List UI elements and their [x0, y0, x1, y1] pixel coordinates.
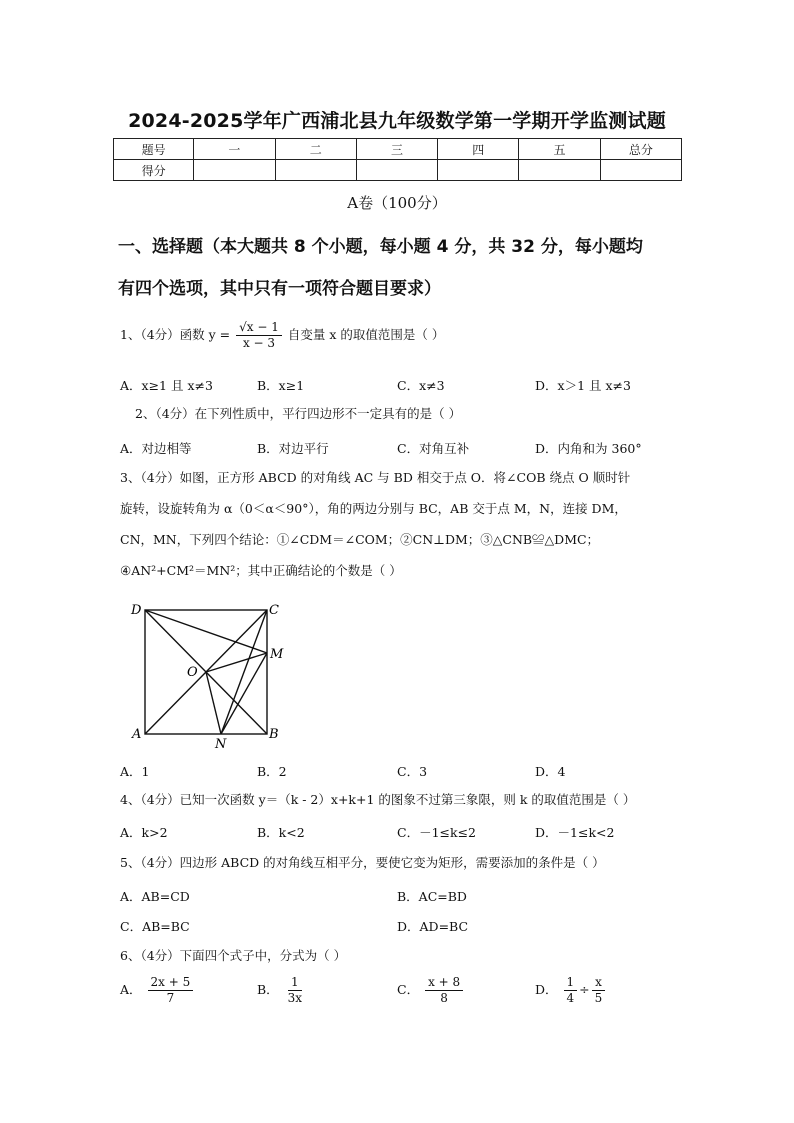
score-table [113, 138, 682, 181]
q1-numerator: √x − 1 [236, 320, 282, 336]
score-cell [438, 160, 519, 181]
question-4: 4、（4分）已知一次函数 y＝（k - 2）x+k+1 的图象不过第三象限，则 k 的取值范围是（ ） [120, 792, 636, 807]
q6-d-denominator-1: 4 [566, 991, 575, 1005]
q6-option-c[interactable] [397, 975, 465, 1006]
label-o: O [187, 665, 198, 680]
q6-c-denominator: 8 [440, 991, 448, 1005]
score-cell [194, 160, 275, 181]
q2-option-b[interactable]: B．对边平行 [257, 441, 329, 456]
label-a: A [132, 727, 142, 742]
question-3-line1: 3、（4分）如图，正方形 ABCD 的对角线 AC 与 BD 相交于点 O．将∠COB 绕点 O 顺时针 [120, 470, 631, 485]
q3-option-a[interactable]: A．1 [120, 764, 150, 779]
q1-option-a[interactable]: A．x≥1 且 x≠3 [120, 378, 213, 393]
q6-option-c-label: C． [397, 982, 420, 997]
q6-option-d-label: D． [535, 982, 558, 997]
question-3-line3: CN，MN，下列四个结论：①∠CDM＝∠COM；②CN⊥DM；③△CNB≌△DMC； [120, 532, 600, 547]
q2-option-d[interactable]: D．内角和为 360° [535, 441, 642, 456]
question-3-line2: 旋转，设旋转角为 α（0＜α＜90°），角的两边分别与 BC，AB 交于点 M，N，连接 DM， [120, 501, 627, 516]
q6-option-a-label: A． [120, 982, 142, 997]
score-cell [519, 160, 600, 181]
q5-option-d[interactable]: D．AD=BC [397, 919, 469, 934]
label-m: M [270, 647, 284, 662]
segment-dm [145, 610, 267, 653]
q6-option-b[interactable] [257, 975, 307, 1006]
segment-on [206, 672, 221, 734]
question-6: 6、（4分）下面四个式子中，分式为（ ） [120, 948, 347, 963]
section1-heading-line1: 一、选择题（本大题共 8 个小题，每小题 4 分，共 32 分，每小题均 [118, 237, 643, 257]
q2-option-c[interactable]: C．对角互补 [397, 441, 470, 456]
q4-option-a[interactable]: A．k>2 [120, 825, 168, 840]
page-title: 2024-2025学年广西浦北县九年级数学第一学期开学监测试题 [128, 110, 666, 132]
label-b: B [269, 727, 279, 742]
score-header-cell: 四 [438, 139, 519, 160]
score-header-cell: 总分 [600, 139, 681, 160]
score-table-score-row [114, 160, 682, 181]
question-1 [120, 320, 444, 351]
label-n: N [215, 737, 227, 750]
section1-heading-line2: 有四个选项，其中只有一项符合题目要求） [118, 279, 441, 299]
q3-option-d[interactable]: D．4 [535, 764, 566, 779]
score-header-cell: 题号 [114, 139, 194, 160]
q6-d-denominator-2: 5 [594, 991, 603, 1005]
score-cell [600, 160, 681, 181]
q6-c-numerator: x + 8 [425, 975, 463, 991]
q5-option-a[interactable]: A．AB=CD [120, 889, 190, 904]
q3-option-b[interactable]: B．2 [257, 764, 287, 779]
score-header-cell: 三 [356, 139, 437, 160]
section-a-heading: A卷（100分） [347, 194, 447, 212]
q6-b-numerator: 1 [288, 975, 302, 991]
q1-suffix: 自变量 x 的取值范围是（ ） [287, 327, 445, 342]
question-2: 2、（4分）在下列性质中，平行四边形不一定具有的是（ ） [135, 406, 462, 421]
q6-d-numerator-1: 1 [564, 975, 578, 991]
q6-a-denominator: 7 [166, 991, 175, 1005]
score-header-cell: 一 [194, 139, 275, 160]
score-header-cell: 五 [519, 139, 600, 160]
segment-cn [221, 610, 267, 734]
label-d: D [131, 603, 142, 618]
q4-option-c[interactable]: C．－1≤k≤2 [397, 825, 476, 840]
score-header-cell: 二 [275, 139, 356, 160]
score-row-label: 得分 [114, 160, 194, 181]
q5-option-c[interactable]: C．AB=BC [120, 919, 190, 934]
q1-fraction [236, 320, 282, 351]
q1-denominator: x − 3 [242, 336, 276, 350]
q6-option-d[interactable] [535, 975, 607, 1006]
q6-b-denominator: 3x [287, 991, 303, 1005]
q4-option-b[interactable]: B．k<2 [257, 825, 305, 840]
score-table-header-row [114, 139, 682, 160]
q6-option-b-label: B． [257, 982, 279, 997]
q1-option-c[interactable]: C．x≠3 [397, 378, 445, 393]
question-5: 5、（4分）四边形 ABCD 的对角线互相平分，要使它变为矩形，需要添加的条件是（ ） [120, 855, 605, 870]
q6-option-c-fraction [425, 975, 463, 1006]
q5-option-b[interactable]: B．AC=BD [397, 889, 467, 904]
q2-option-a[interactable]: A．对边相等 [120, 441, 192, 456]
q3-option-c[interactable]: C．3 [397, 764, 428, 779]
q6-d-divide-sign: ÷ [579, 982, 590, 997]
q1-y-eq: y = [208, 327, 231, 342]
q6-option-a-fraction [148, 975, 194, 1006]
q6-a-numerator: 2x + 5 [148, 975, 194, 991]
q6-option-b-fraction [285, 975, 305, 1006]
q6-option-d-fraction-1 [564, 975, 578, 1006]
q1-option-d[interactable]: D．x＞1 且 x≠3 [535, 378, 631, 393]
score-cell [275, 160, 356, 181]
square-figure [125, 598, 295, 750]
score-cell [356, 160, 437, 181]
q1-prefix: 1、（4分）函数 [120, 327, 205, 342]
question-3-line4: ④AN²+CM²＝MN²；其中正确结论的个数是（ ） [120, 563, 402, 578]
label-c: C [269, 603, 279, 618]
q4-option-d[interactable]: D．－1≤k<2 [535, 825, 615, 840]
q1-option-b[interactable]: B．x≥1 [257, 378, 305, 393]
q6-option-d-fraction-2 [592, 975, 606, 1006]
q6-d-numerator-2: x [592, 975, 605, 991]
q6-option-a[interactable] [120, 975, 195, 1006]
